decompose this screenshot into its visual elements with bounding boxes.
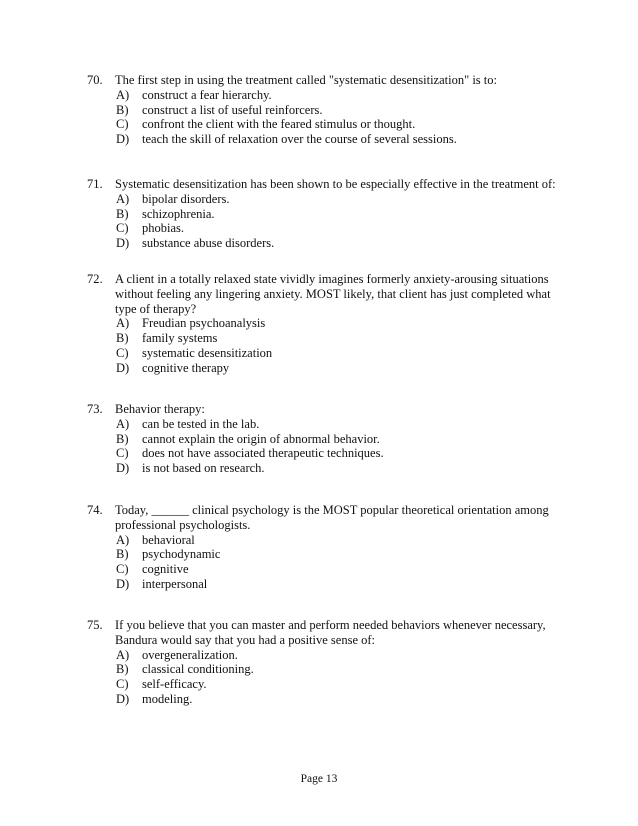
option-a — [87, 88, 567, 103]
option-text: teach the skill of relaxation over the course of several sessions. — [142, 132, 457, 147]
question-text: Systematic desensitization has been shown to be especially effective in the treatment of: — [115, 177, 556, 191]
question-number: 73. — [87, 402, 103, 416]
option-letter: A) — [116, 647, 130, 662]
option-letter: B) — [116, 662, 129, 677]
option-c — [87, 117, 567, 132]
option-letter: D) — [116, 132, 130, 147]
option-text: cognitive — [142, 562, 189, 577]
option-b — [87, 331, 567, 346]
question-72 — [87, 272, 567, 376]
option-text: interpersonal — [142, 576, 208, 591]
question-number: 72. — [87, 272, 103, 286]
option-text: confront the client with the feared stimulus or thought. — [142, 117, 416, 132]
option-text: phobias. — [142, 221, 185, 236]
option-text: schizophrenia. — [142, 206, 215, 221]
option-text: bipolar disorders. — [142, 191, 230, 206]
question-text: The first step in using the treatment called "systematic desensitization" is to: — [115, 73, 497, 87]
question-text: Today, ______ clinical psychology is the MOST popular theoretical orientation among professional psychologists. — [115, 503, 549, 532]
option-text: overgeneralization. — [142, 647, 238, 662]
question-number: 75. — [87, 618, 103, 632]
option-text: substance abuse disorders. — [142, 236, 275, 251]
option-letter: A) — [116, 532, 130, 547]
question-stem — [87, 618, 567, 648]
option-text: behavioral — [142, 532, 195, 547]
option-b — [87, 207, 567, 222]
question-75 — [87, 618, 567, 707]
option-letter: B) — [116, 102, 129, 117]
option-text: construct a fear hierarchy. — [142, 87, 272, 102]
option-letter: A) — [116, 191, 130, 206]
option-text: cognitive therapy — [142, 360, 230, 375]
option-text: is not based on research. — [142, 461, 265, 476]
question-number: 71. — [87, 177, 103, 191]
option-a — [87, 316, 567, 331]
option-c — [87, 446, 567, 461]
option-a — [87, 417, 567, 432]
option-d — [87, 461, 567, 476]
option-a — [87, 192, 567, 207]
option-text: systematic desensitization — [142, 345, 273, 360]
question-stem — [87, 272, 567, 316]
option-letter: C) — [116, 677, 129, 692]
question-stem — [87, 503, 567, 533]
option-b — [87, 547, 567, 562]
option-text: self-efficacy. — [142, 677, 207, 692]
option-letter: A) — [116, 416, 130, 431]
question-number: 74. — [87, 503, 103, 517]
option-letter: D) — [116, 236, 130, 251]
option-text: Freudian psychoanalysis — [142, 316, 266, 331]
option-letter: D) — [116, 461, 130, 476]
option-d — [87, 361, 567, 376]
option-text: does not have associated therapeutic techniques. — [142, 446, 384, 461]
question-number: 70. — [87, 73, 103, 87]
option-letter: D) — [116, 691, 130, 706]
question-74 — [87, 503, 567, 592]
option-letter: C) — [116, 221, 129, 236]
option-d — [87, 236, 567, 251]
option-letter: D) — [116, 576, 130, 591]
option-b — [87, 432, 567, 447]
option-c — [87, 346, 567, 361]
question-text: If you believe that you can master and perform needed behaviors whenever necessary, Bandura would say that you had a positive sense of: — [115, 618, 546, 647]
option-d — [87, 692, 567, 707]
option-letter: C) — [116, 345, 129, 360]
option-text: family systems — [142, 331, 218, 346]
option-letter: A) — [116, 316, 130, 331]
option-letter: C) — [116, 117, 129, 132]
option-a — [87, 533, 567, 548]
option-d — [87, 577, 567, 592]
option-letter: A) — [116, 87, 130, 102]
option-text: classical conditioning. — [142, 662, 254, 677]
option-text: psychodynamic — [142, 547, 221, 562]
option-b — [87, 103, 567, 118]
option-letter: C) — [116, 446, 129, 461]
question-stem — [87, 177, 567, 192]
question-text: A client in a totally relaxed state vividly imagines formerly anxiety-arousing situations without feeling any lingering anxiety. MOST likely, that client has just completed what type of therapy? — [115, 272, 551, 316]
question-stem — [87, 402, 567, 417]
option-text: can be tested in the lab. — [142, 416, 260, 431]
option-c — [87, 677, 567, 692]
option-letter: D) — [116, 360, 130, 375]
question-70 — [87, 73, 567, 147]
option-letter: B) — [116, 206, 129, 221]
option-text: cannot explain the origin of abnormal behavior. — [142, 431, 380, 446]
option-text: modeling. — [142, 691, 193, 706]
option-d — [87, 132, 567, 147]
option-a — [87, 648, 567, 663]
option-letter: B) — [116, 331, 129, 346]
option-c — [87, 221, 567, 236]
option-letter: B) — [116, 431, 129, 446]
page-number: Page 13 — [300, 773, 338, 785]
question-73 — [87, 402, 567, 476]
option-letter: C) — [116, 562, 129, 577]
question-stem — [87, 73, 567, 88]
option-letter: B) — [116, 547, 129, 562]
question-text: Behavior therapy: — [115, 402, 205, 416]
question-71 — [87, 177, 567, 251]
option-b — [87, 662, 567, 677]
option-text: construct a list of useful reinforcers. — [142, 102, 323, 117]
option-c — [87, 562, 567, 577]
